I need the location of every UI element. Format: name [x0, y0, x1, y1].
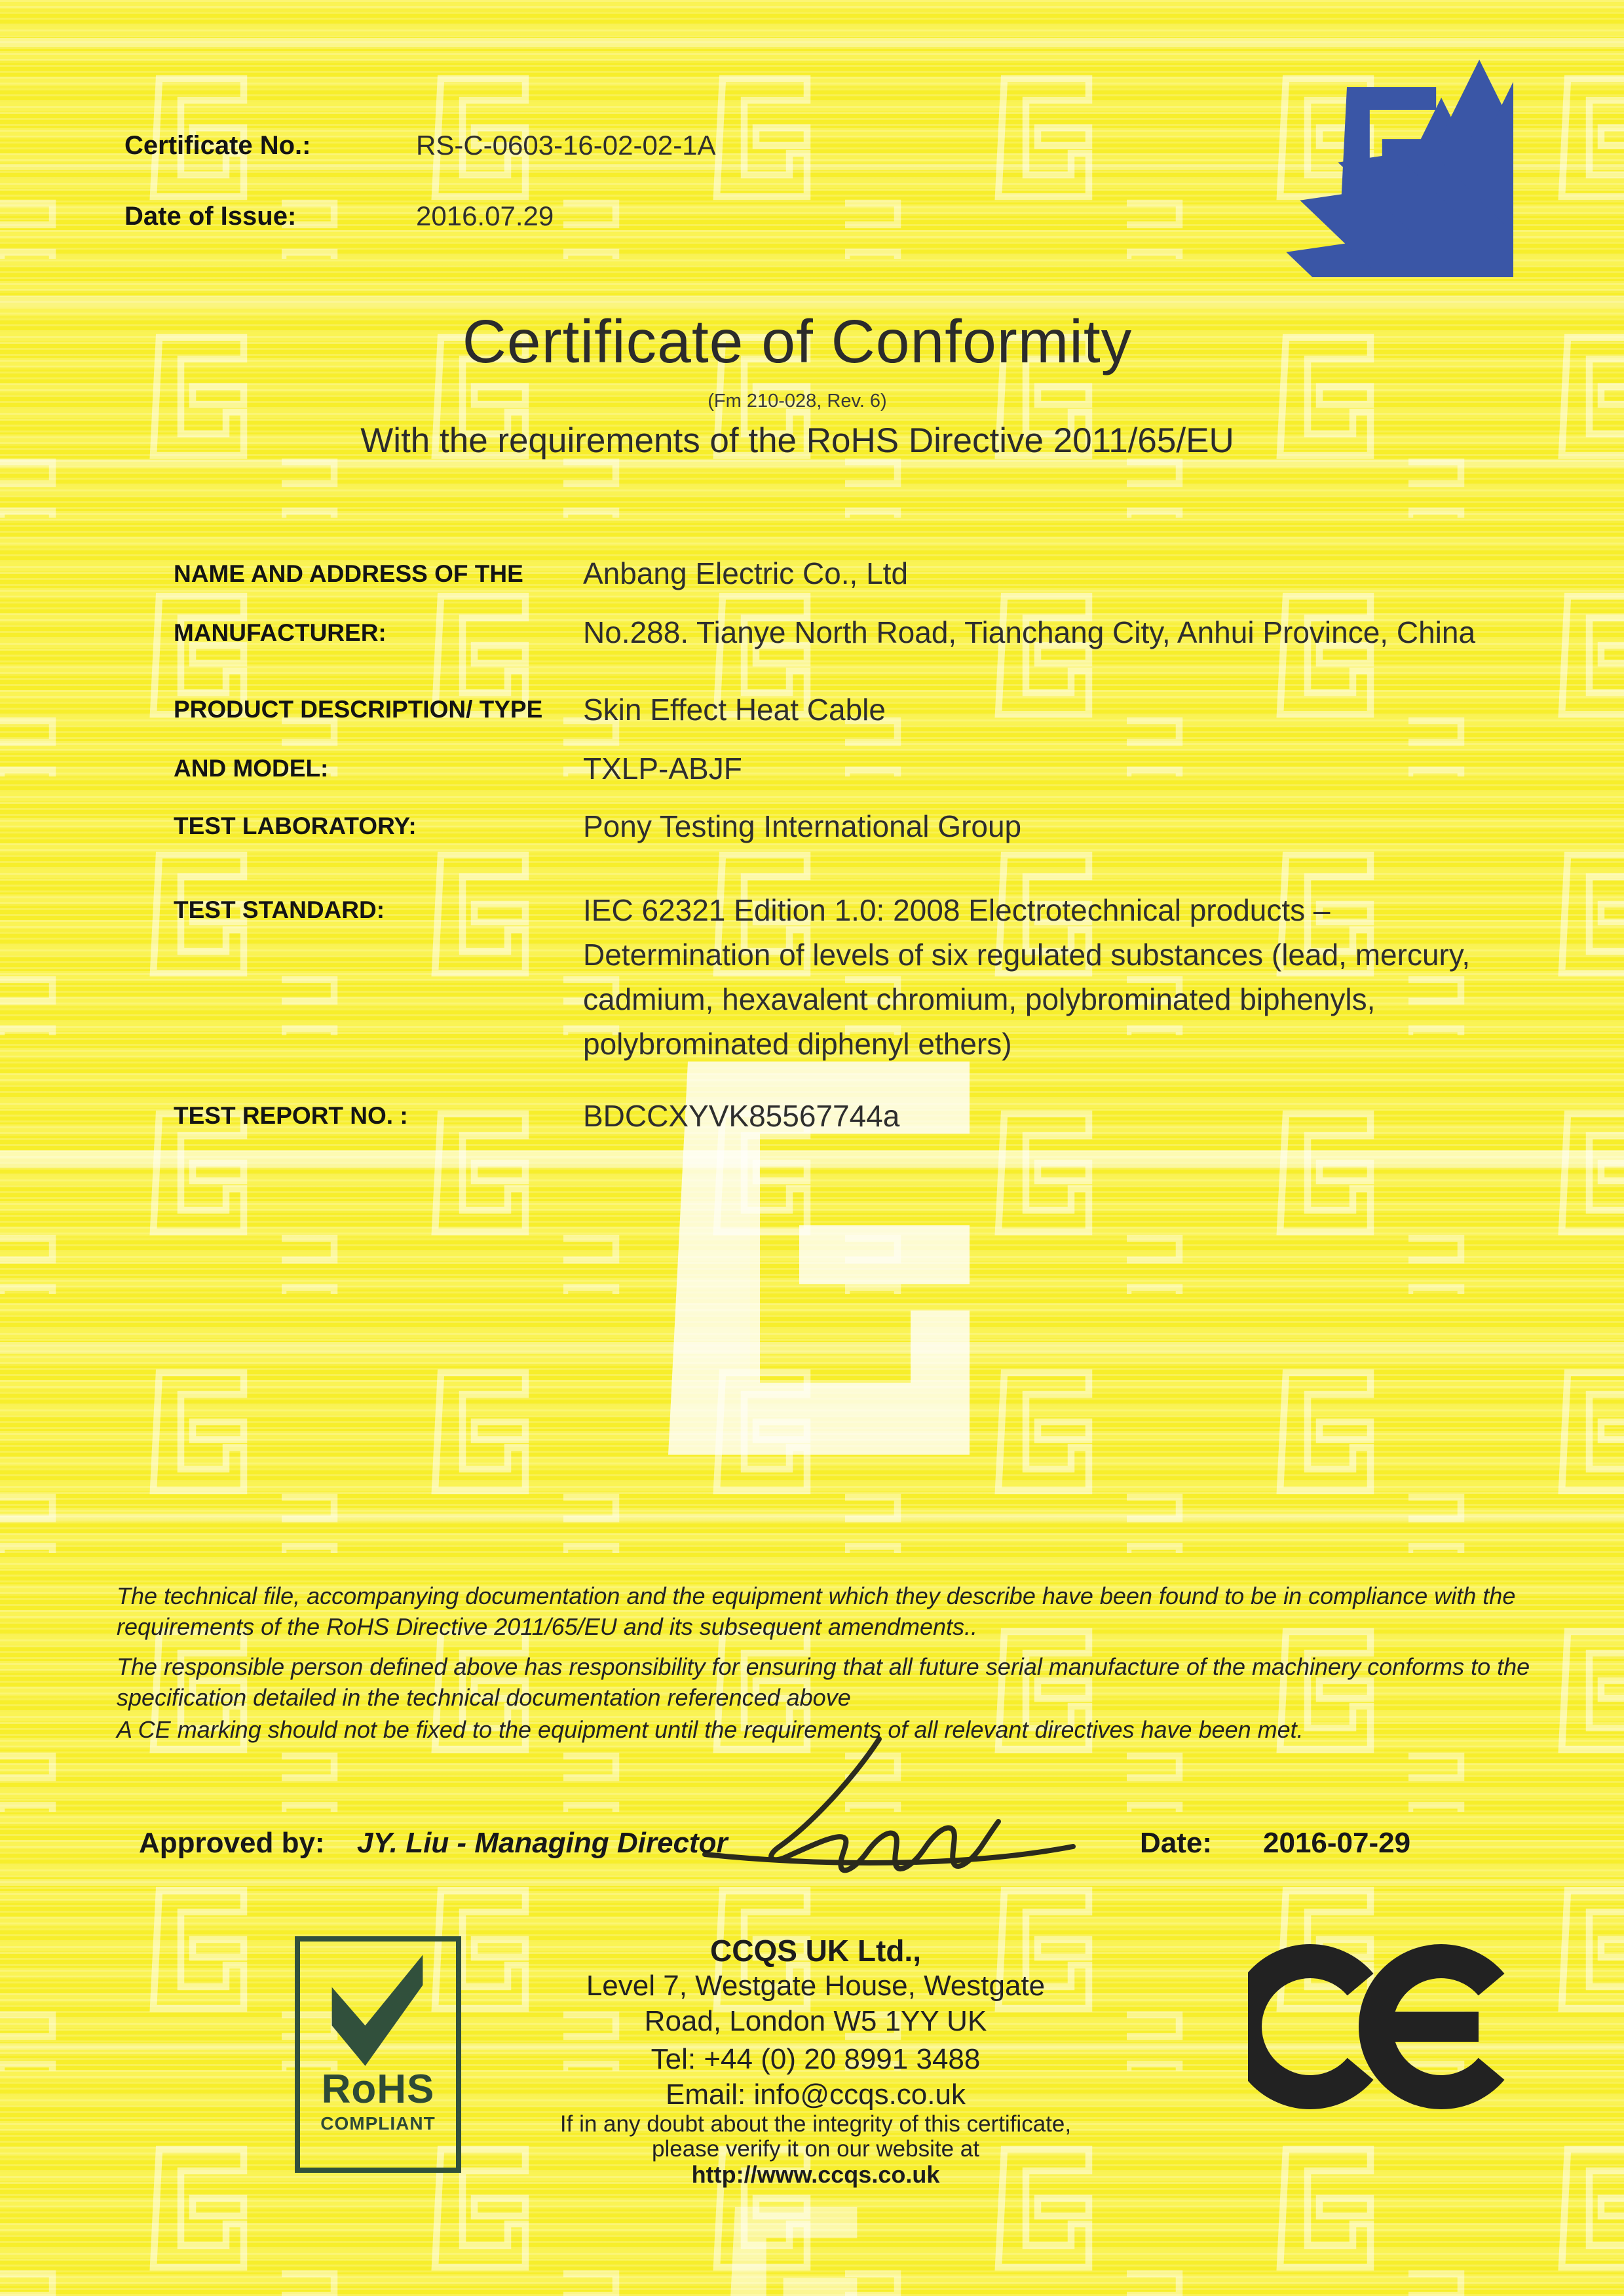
issuer-name: CCQS UK Ltd., — [710, 1934, 921, 1968]
test-standard-line1: IEC 62321 Edition 1.0: 2008 Electrotechnical products – — [583, 893, 1331, 927]
issuer-website: http://www.ccqs.co.uk — [691, 2161, 940, 2188]
test-standard-label: TEST STANDARD: — [174, 896, 385, 923]
manufacturer-label-line1: NAME AND ADDRESS OF THE — [174, 560, 523, 587]
test-report-no-label: TEST REPORT NO. : — [174, 1102, 408, 1129]
issuer-address-line1: Level 7, Westgate House, Westgate — [586, 1970, 1046, 2002]
test-standard-line2: Determination of levels of six regulated substances (lead, mercury, — [583, 938, 1471, 972]
page-subtitle: With the requirements of the RoHS Directive 2011/65/EU — [360, 421, 1234, 460]
page-title: Certificate of Conformity — [462, 307, 1133, 375]
test-standard-line3: cadmium, hexavalent chromium, polybrominated biphenyls, — [583, 982, 1376, 1016]
compliance-statement-2: The responsible person defined above has responsibility for ensuring that all future serial manufacture of the machinery conforms to the specification detailed in the technical documentation referenced above — [117, 1653, 1530, 1711]
compliance-statement-3: A CE marking should not be fixed to the equipment until the requirements of all relevant directives have been met. — [117, 1716, 1304, 1743]
manufacturer-name: Anbang Electric Co., Ltd — [583, 556, 909, 590]
manufacturer-address: No.288. Tianye North Road, Tianchang City, Anhui Province, China — [583, 615, 1476, 649]
ce-mark-icon — [1248, 1932, 1507, 2125]
eu-stars-e-logo-icon — [1255, 18, 1513, 277]
issuer-note-line1: If in any doubt about the integrity of this certificate, — [559, 2111, 1072, 2137]
rohs-badge-subtitle: COMPLIANT — [320, 2113, 436, 2133]
product-label-line2: AND MODEL: — [174, 755, 329, 782]
issuer-note-line2: please verify it on our website at — [652, 2136, 979, 2162]
signature — [681, 1730, 1107, 1887]
rohs-badge-title: RoHS — [321, 2067, 435, 2112]
product-model: TXLP-ABJF — [583, 752, 742, 786]
approved-by-label: Approved by: — [139, 1827, 325, 1859]
issuer-address-line2: Road, London W5 1YY UK — [644, 2005, 987, 2037]
date-of-issue-value: 2016.07.29 — [416, 201, 554, 231]
issuer-email: Email: info@ccqs.co.uk — [666, 2078, 966, 2111]
manufacturer-label-line2: MANUFACTURER: — [174, 619, 387, 646]
approved-by-name: JY. Liu - Managing Director — [357, 1827, 728, 1859]
test-report-no-value: BDCCXYVK85567744a — [583, 1099, 900, 1133]
compliance-statement-1: The technical file, accompanying documentation and the equipment which they describe have been found to be in compliance with the requirements of the RoHS Directive 2011/65/EU and its subsequent amendments.. — [117, 1582, 1516, 1640]
certificate-no-value: RS-C-0603-16-02-02-1A — [416, 130, 716, 161]
product-label-line1: PRODUCT DESCRIPTION/ TYPE — [174, 696, 543, 723]
test-standard-line4: polybrominated diphenyl ethers) — [583, 1027, 1012, 1061]
rohs-check-icon — [318, 1947, 436, 2068]
issuer-tel: Tel: +44 (0) 20 8991 3488 — [651, 2043, 981, 2075]
date-of-issue-label: Date of Issue: — [124, 202, 297, 231]
certificate-no-label: Certificate No.: — [124, 131, 311, 160]
product-description: Skin Effect Heat Cable — [583, 693, 886, 727]
test-laboratory-label: TEST LABORATORY: — [174, 813, 417, 839]
approval-date-value: 2016-07-29 — [1263, 1827, 1411, 1859]
rohs-compliant-badge — [295, 1936, 461, 2173]
test-laboratory-value: Pony Testing International Group — [583, 809, 1022, 843]
approval-date-label: Date: — [1140, 1827, 1213, 1859]
form-reference: (Fm 210-028, Rev. 6) — [708, 391, 887, 411]
